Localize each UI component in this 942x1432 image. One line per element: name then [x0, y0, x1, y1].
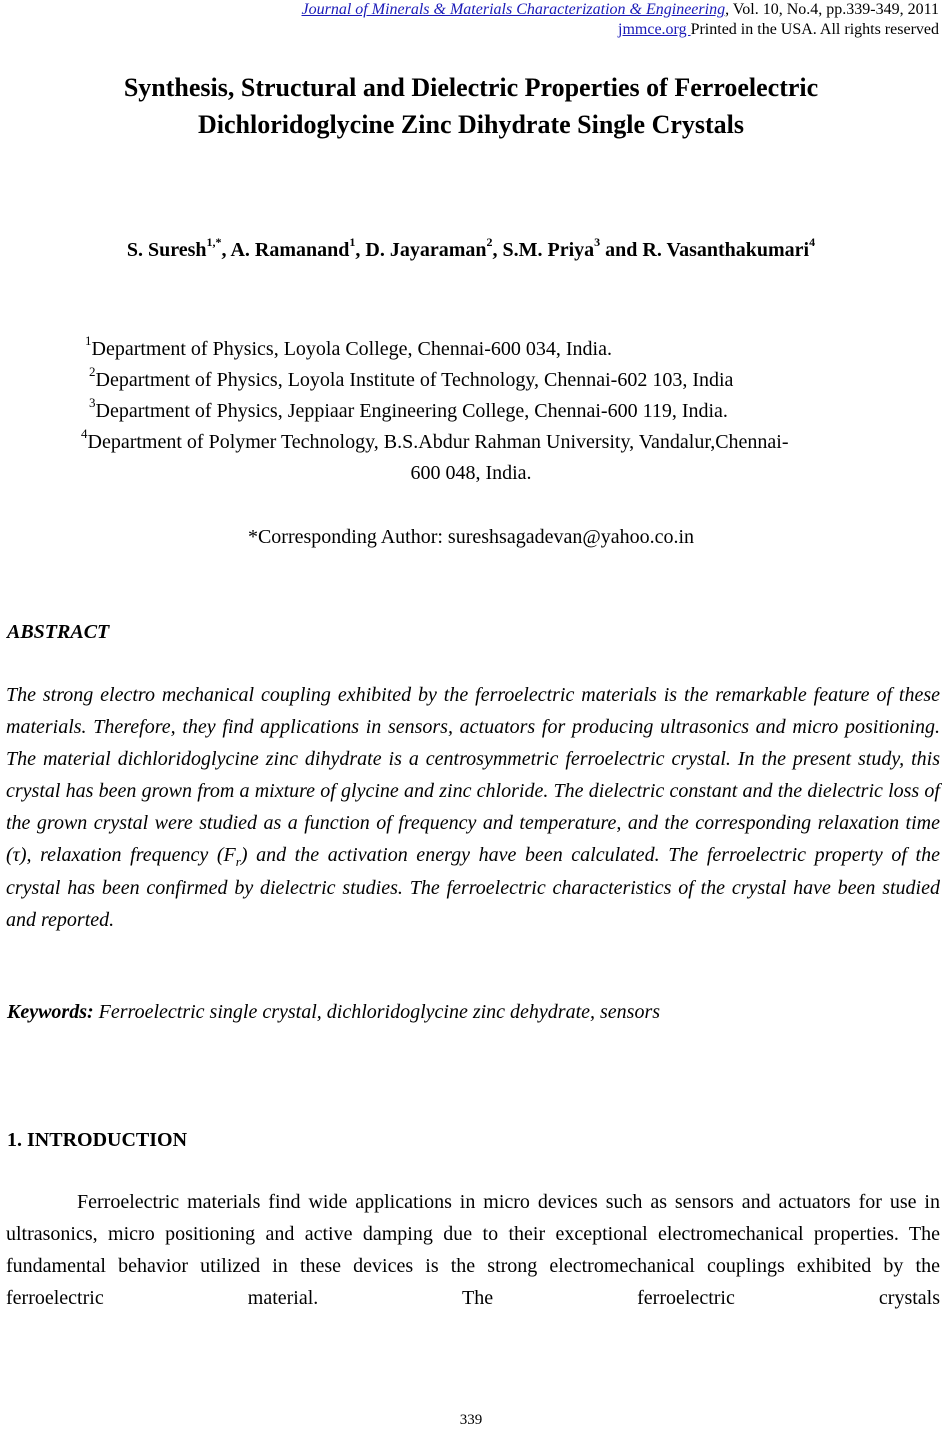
affiliation-mark: 3 [89, 395, 96, 411]
affiliation-text: Department of Physics, Loyola College, Chennai-600 034, India. [91, 338, 612, 360]
corresponding-author: *Corresponding Author: sureshsagadevan@yahoo.co.in [247, 526, 695, 548]
author-affiliation-mark: 1 [349, 235, 356, 250]
affiliation-3 [89, 396, 728, 427]
affiliation-text: Department of Polymer Technology, B.S.Abdur Rahman University, Vandalur,Chennai- [87, 431, 789, 453]
author-separator: and [600, 239, 643, 261]
author-name: D. Jayaraman [365, 239, 487, 261]
keywords-text: Ferroelectric single crystal, dichloridoglycine zinc dehydrate, sensors [93, 1001, 661, 1023]
affiliation-4-continuation: 600 048, India. [410, 462, 532, 484]
introduction-heading: 1. INTRODUCTION [7, 1129, 188, 1151]
affiliation-2 [89, 365, 733, 396]
author-affiliation-mark: 4 [809, 235, 816, 250]
keywords-label: Keywords: [7, 1001, 94, 1023]
author-name: S.M. Priya [502, 239, 595, 261]
author-affiliation-mark: 3 [594, 235, 601, 250]
author-separator: , [492, 239, 503, 261]
journal-header [302, 0, 939, 40]
author-name: R. Vasanthakumari [642, 239, 810, 261]
author-list [0, 236, 942, 264]
journal-info: , Vol. 10, No.4, pp.339-349, 2011 [725, 1, 939, 18]
site-link[interactable]: jmmce.org [618, 21, 691, 38]
page-number: 339 [459, 1412, 483, 1428]
author-affiliation-mark: 2 [486, 235, 493, 250]
journal-link[interactable]: Journal of Minerals & Materials Characterization & Engineering [301, 1, 726, 18]
author-name: A. Ramanand [230, 239, 350, 261]
affiliation-1 [85, 334, 612, 365]
introduction-paragraph: Ferroelectric materials find wide applications in micro devices such as sensors and actuators for use in ultrasonics, micro positioning and active damping due to their exceptional electromechanical properties. The fundamental behavior utilized in these devices is the strong electromechanical couplings exhibited by the ferroelectric material. The ferroelectric crystals [6, 1191, 940, 1310]
rights-text: Printed in the USA. All rights reserved [690, 21, 939, 38]
abstract-heading: ABSTRACT [7, 621, 110, 643]
rights-line [302, 20, 939, 40]
affiliation-mark: 4 [81, 426, 88, 442]
author-separator: , [355, 239, 366, 261]
abstract-body [6, 679, 940, 936]
abstract-subscript: r [235, 854, 241, 870]
title-line-1: Synthesis, Structural and Dielectric Properties of Ferroelectric [123, 73, 819, 102]
title-line-2: Dichloridoglycine Zinc Dihydrate Single Crystals [198, 110, 744, 139]
affiliation-mark: 2 [89, 364, 96, 380]
paper-title [0, 69, 942, 143]
abstract-text-part-1: The strong electro mechanical coupling exhibited by the ferroelectric materials is the remarkable feature of these materials. Therefore, they find applications in sensors, actuators for producing ultrasonics and micro positioning. The material dichloridoglycine zinc dihydrate is a centrosymmetric ferroelectric crystal. In the present study, this crystal has been grown from a mixture of glycine and zinc chloride. The dielectric constant and the dielectric loss of the grown crystal were studied as a function of frequency and temperature, and the corresponding relaxation time (τ), relaxation frequency (F [6, 684, 940, 867]
affiliation-4 [81, 427, 789, 458]
affiliation-text: Department of Physics, Jeppiaar Engineering College, Chennai-600 119, India. [95, 400, 728, 422]
affiliation-text: Department of Physics, Loyola Institute of Technology, Chennai-602 103, India [95, 369, 734, 391]
keywords [7, 997, 660, 1027]
affiliation-mark: 1 [85, 333, 92, 349]
author-name: S. Suresh [126, 239, 207, 261]
abstract-text-part-2: ) and the activation energy have been calculated. The ferroelectric property of the crystal has been confirmed by dielectric studies. The ferroelectric characteristics of the crystal have been studied and reported. [6, 844, 940, 931]
author-affiliation-mark: 1,* [206, 235, 222, 250]
journal-citation-line [302, 0, 939, 20]
author-separator: , [221, 239, 231, 261]
